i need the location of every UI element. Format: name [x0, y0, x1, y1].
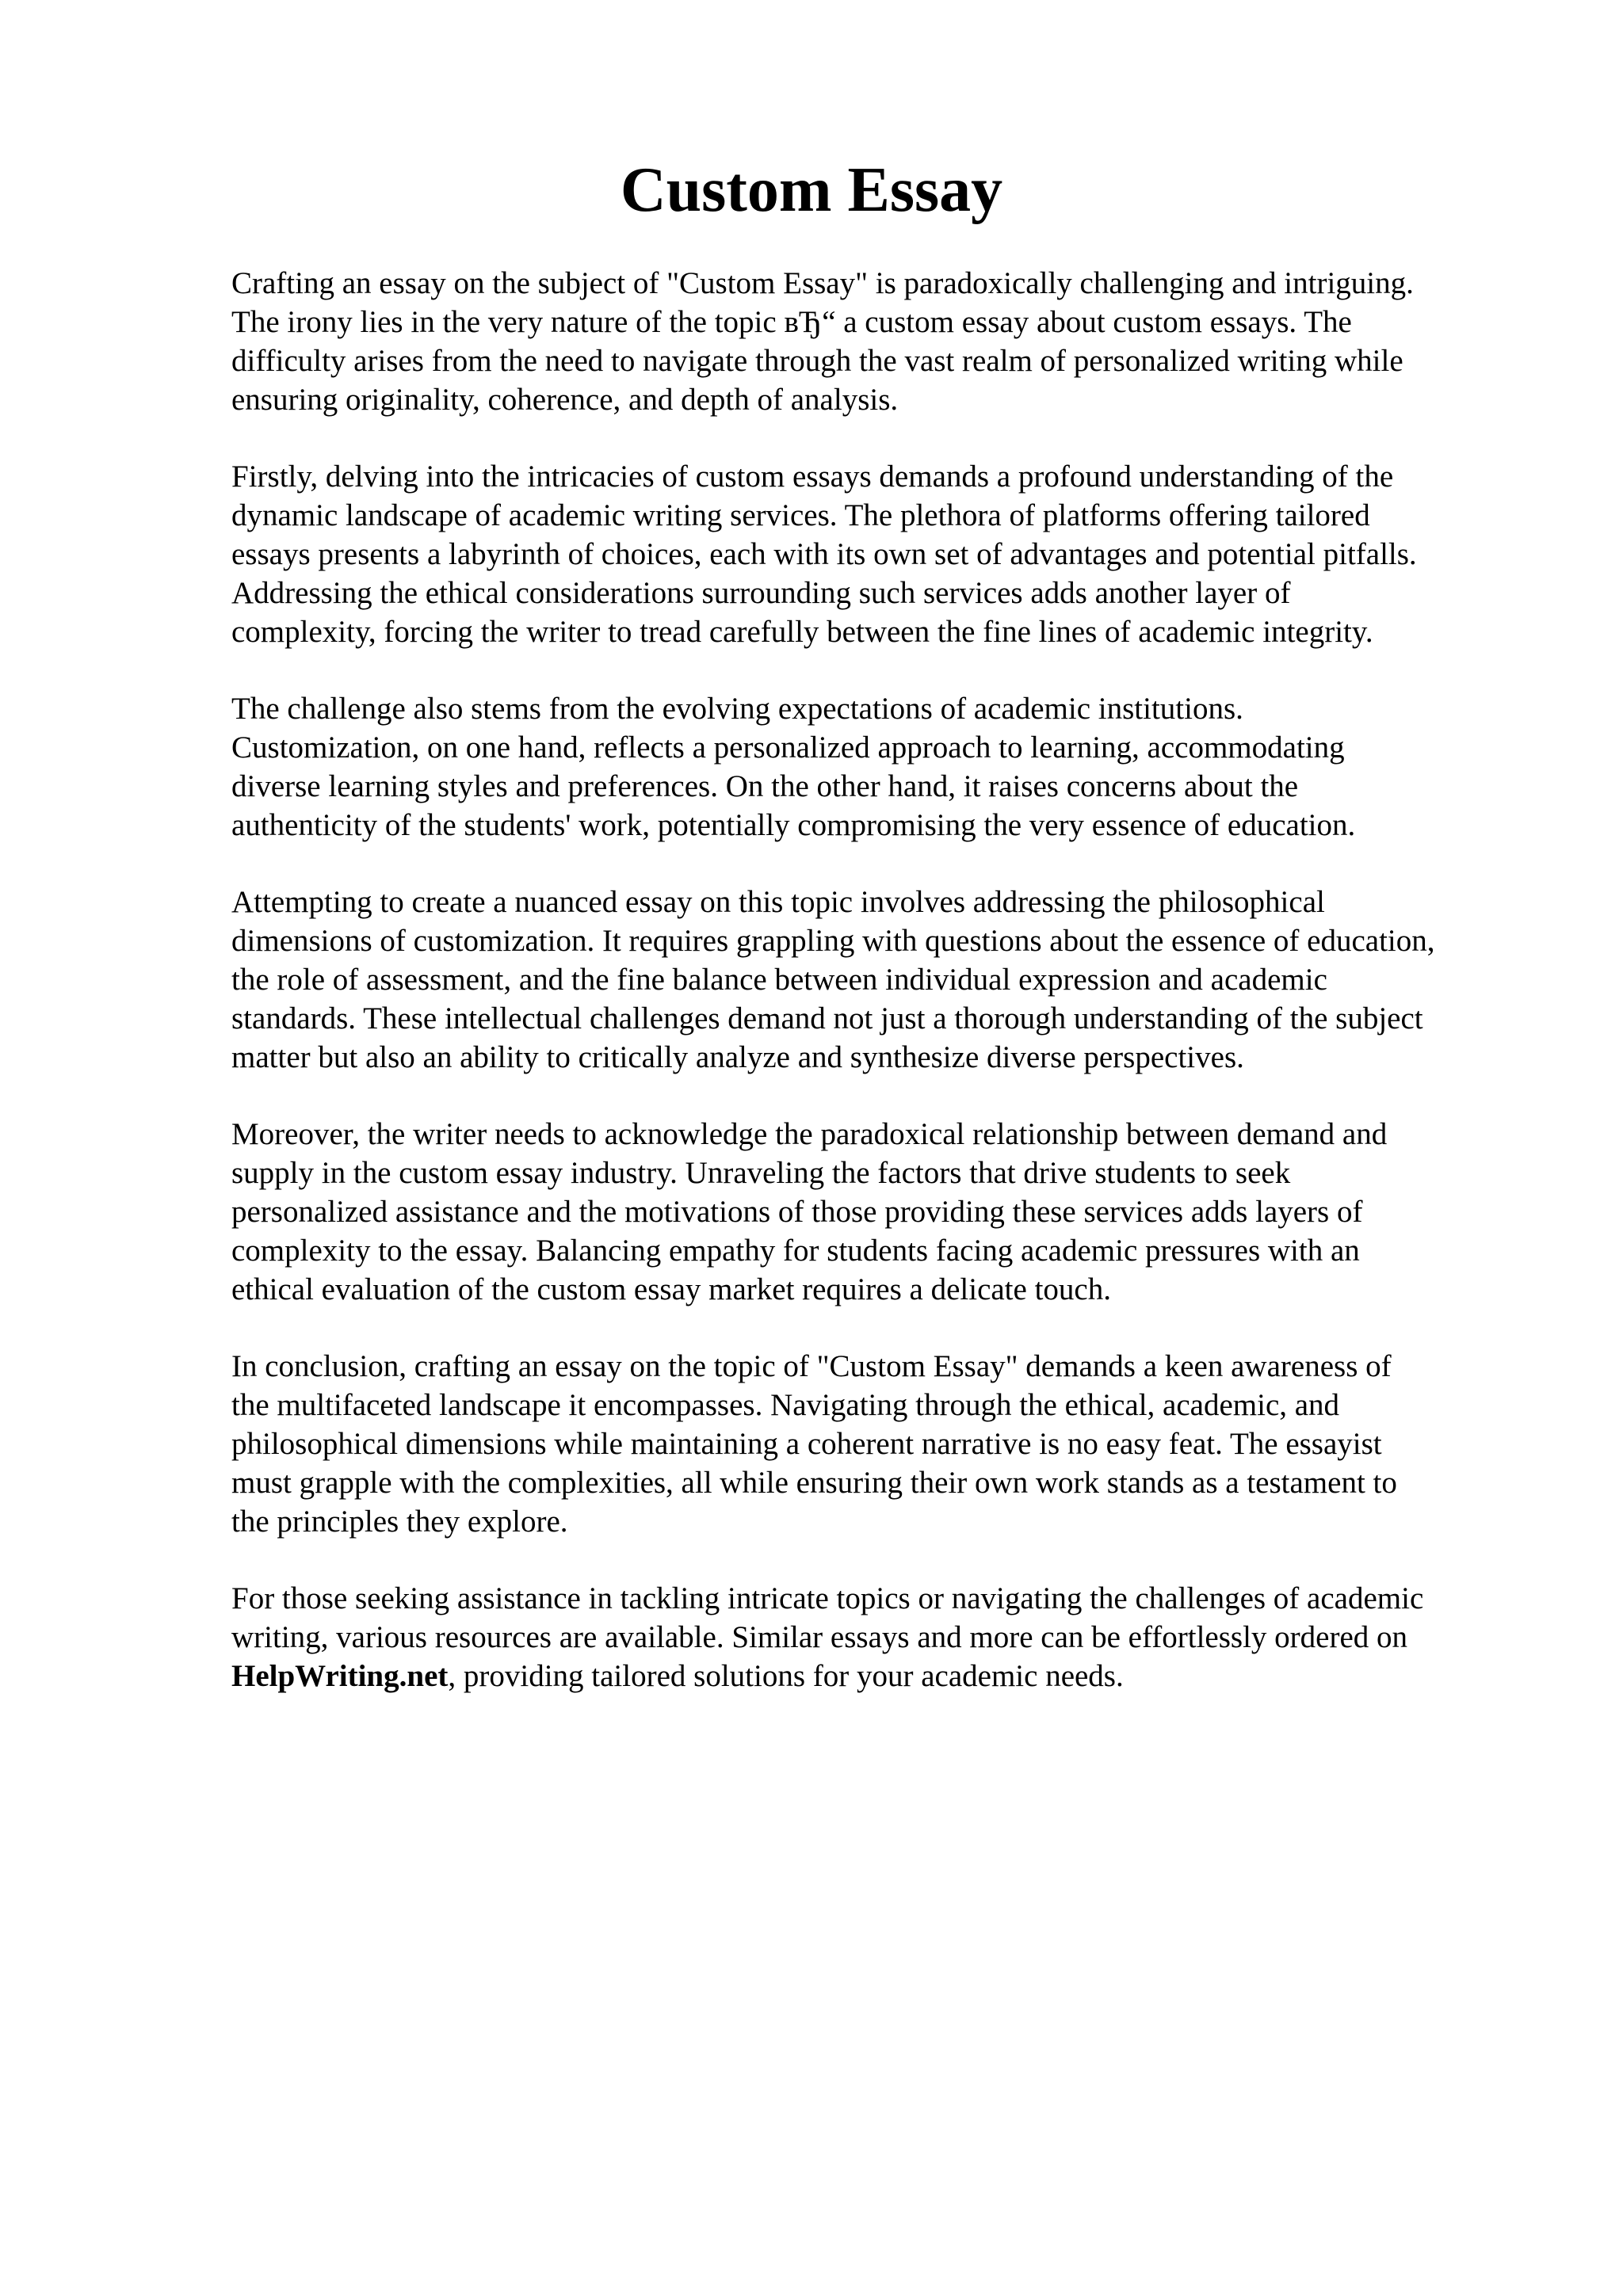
text-line: difficulty arises from the need to navigate through the vast realm of personalized writing while	[231, 344, 1403, 378]
closing-paragraph	[231, 1579, 1531, 1695]
text-line: diverse learning styles and preferences. On the other hand, it raises concerns about the	[231, 769, 1299, 803]
page-title: Custom Essay	[620, 155, 1003, 225]
paragraph-3	[231, 689, 1531, 845]
text-line: complexity to the essay. Balancing empathy for students facing academic pressures with an	[231, 1234, 1360, 1268]
text-line: standards. These intellectual challenges demand not just a thorough understanding of the subject	[231, 1001, 1423, 1035]
text-line: matter but also an ability to critically analyze and synthesize diverse perspectives.	[231, 1040, 1244, 1074]
closing-text: , providing tailored solutions for your academic needs.	[448, 1659, 1124, 1693]
paragraph-4	[231, 883, 1531, 1077]
text-line: essays presents a labyrinth of choices, each with its own set of advantages and potential pitfalls.	[231, 537, 1417, 571]
text-line: ethical evaluation of the custom essay market requires a delicate touch.	[231, 1272, 1111, 1306]
text-line: the multifaceted landscape it encompasses. Navigating through the ethical, academic, and	[231, 1388, 1340, 1422]
text-line: ensuring originality, coherence, and depth of analysis.	[231, 383, 899, 417]
paragraph-6	[231, 1347, 1531, 1541]
text-line: the principles they explore.	[231, 1505, 568, 1539]
text-line: In conclusion, crafting an essay on the topic of "Custom Essay" demands a keen awareness of	[231, 1349, 1392, 1383]
text-line: personalized assistance and the motivations of those providing these services adds layers of	[231, 1195, 1363, 1229]
text-line: The challenge also stems from the evolving expectations of academic institutions.	[231, 692, 1243, 726]
text-line: Crafting an essay on the subject of "Custom Essay" is paradoxically challenging and intriguing.	[231, 266, 1414, 300]
text-line: the role of assessment, and the fine balance between individual expression and academic	[231, 963, 1327, 997]
text-line: authenticity of the students' work, potentially compromising the very essence of education.	[231, 808, 1356, 842]
paragraph-5	[231, 1115, 1531, 1309]
paragraph-1	[231, 264, 1531, 419]
text-line: Firstly, delving into the intricacies of custom essays demands a profound understanding of the	[231, 460, 1394, 494]
essay-body	[231, 264, 1531, 1733]
text-line: Addressing the ethical considerations surrounding such services adds another layer of	[231, 576, 1291, 610]
text-line: supply in the custom essay industry. Unraveling the factors that drive students to seek	[231, 1156, 1291, 1190]
brand-name: HelpWriting.net	[231, 1659, 449, 1693]
text-line	[231, 1657, 1531, 1695]
text-line: The irony lies in the very nature of the topic вЂ“ a custom essay about custom essays. The	[231, 305, 1352, 339]
text-line: must grapple with the complexities, all while ensuring their own work stands as a testament to	[231, 1466, 1397, 1500]
text-line: dynamic landscape of academic writing services. The plethora of platforms offering tailored	[231, 498, 1370, 532]
text-line: philosophical dimensions while maintaining a coherent narrative is no easy feat. The essayist	[231, 1427, 1382, 1461]
paragraph-2	[231, 457, 1531, 651]
text-line: writing, various resources are available. Similar essays and more can be effortlessly ordered on	[231, 1620, 1408, 1654]
text-line: complexity, forcing the writer to tread carefully between the fine lines of academic integrity.	[231, 615, 1373, 649]
text-line: Moreover, the writer needs to acknowledge the paradoxical relationship between demand and	[231, 1117, 1388, 1151]
text-line: Attempting to create a nuanced essay on this topic involves addressing the philosophical	[231, 885, 1325, 919]
text-line: Customization, on one hand, reflects a personalized approach to learning, accommodating	[231, 730, 1345, 765]
text-line: For those seeking assistance in tackling intricate topics or navigating the challenges of academic	[231, 1581, 1424, 1615]
text-line: dimensions of customization. It requires grappling with questions about the essence of education,	[231, 924, 1435, 958]
